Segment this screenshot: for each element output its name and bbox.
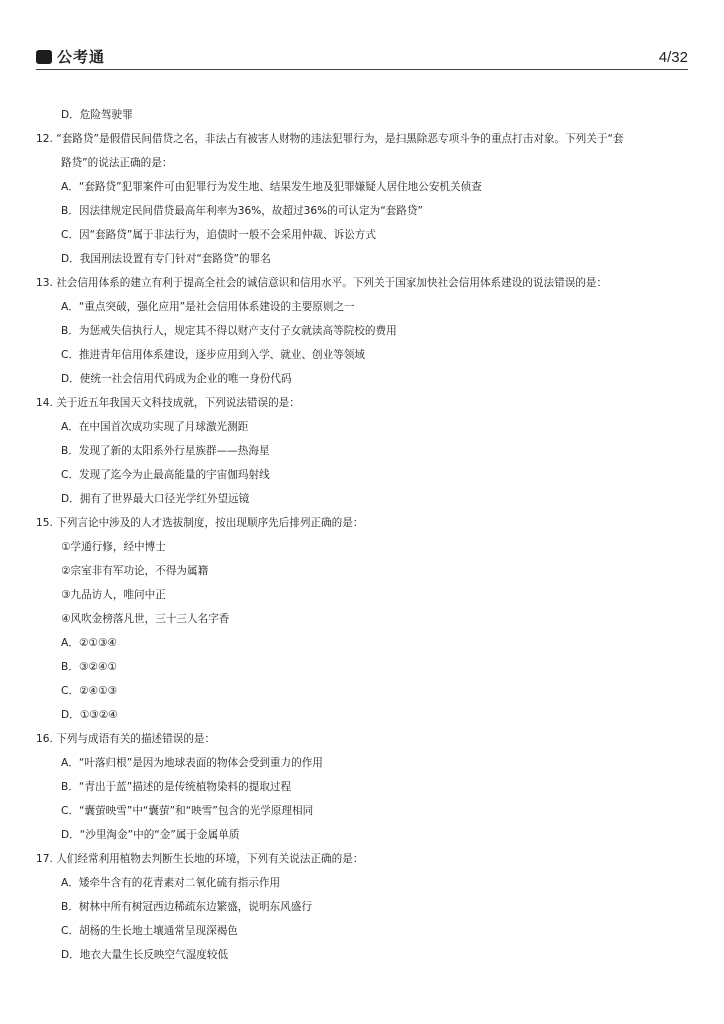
option-line: A．矮牵牛含有的花青素对二氧化硫有指示作用: [61, 877, 281, 889]
option-line: A．“套路贷”犯罪案件可由犯罪行为发生地、结果发生地及犯罪嫌疑人居住地公安机关侦查: [61, 181, 482, 193]
option-line: B．“青出于蓝”描述的是传统植物染料的提取过程: [61, 781, 292, 793]
option-line: B．发现了新的太阳系外行星族群——热海星: [61, 445, 270, 457]
option-line: D．使统一社会信用代码成为企业的唯一身份代码: [61, 373, 292, 385]
option-line: A．“重点突破，强化应用”是社会信用体系建设的主要原则之一: [61, 301, 355, 313]
option-line: D．“沙里淘金”中的“金”属于金属单质: [61, 829, 240, 841]
option-line: ②宗室非有军功论，不得为属籍: [61, 565, 209, 577]
option-line: C．胡杨的生长地土壤通常呈现深褐色: [61, 925, 238, 937]
option-line: D．危险驾驶罪: [61, 109, 133, 121]
header-divider: [36, 69, 688, 70]
question-stem-continuation: 路贷”的说法正确的是：: [61, 157, 173, 169]
logo-badge-icon: [36, 50, 52, 64]
option-line: D．拥有了世界最大口径光学红外望远镜: [61, 493, 250, 505]
question-stem: 15. 下列言论中涉及的人才选拔制度，按出现顺序先后排列正确的是：: [36, 517, 364, 529]
question-stem: 13. 社会信用体系的建立有利于提高全社会的诚信意识和信用水平。下列关于国家加快社会信用体系建设的说法错误的是：: [36, 277, 608, 289]
option-line: D．①③②④: [61, 709, 118, 721]
option-line: D．地衣大量生长反映空气湿度较低: [61, 949, 229, 961]
option-line: C．因“套路贷”属于非法行为，追债时一般不会采用仲裁、诉讼方式: [61, 229, 376, 241]
option-line: ③九品访人，唯问中正: [61, 589, 166, 601]
page-number: 4/32: [658, 49, 688, 66]
question-list: [36, 103, 688, 967]
option-line: C．“囊萤映雪”中“囊萤”和“映雪”包含的光学原理相同: [61, 805, 314, 817]
question-stem: 12. “套路贷”是假借民间借贷之名，非法占有被害人财物的违法犯罪行为，是扫黑除恶专项斗争的重点打击对象。下列关于“套: [36, 133, 624, 145]
logo-text: 公考通: [57, 48, 106, 66]
option-line: C．②④①③: [61, 685, 117, 697]
question-stem: 17. 人们经常利用植物去判断生长地的环境，下列有关说法正确的是：: [36, 853, 364, 865]
option-line: B．为惩戒失信执行人，规定其不得以财产支付子女就读高等院校的费用: [61, 325, 397, 337]
option-line: B．③②④①: [61, 661, 117, 673]
option-line: C．发现了迄今为止最高能量的宇宙伽玛射线: [61, 469, 270, 481]
page-header: [36, 40, 688, 70]
option-line: ④风吹金榜落凡世，三十三人名字香: [61, 613, 230, 625]
question-stem: 14. 关于近五年我国天文科技成就，下列说法错误的是：: [36, 397, 300, 409]
option-line: B．树林中所有树冠西边稀疏东边繁盛，说明东风盛行: [61, 901, 312, 913]
option-line: ①学通行修，经中博士: [61, 541, 166, 553]
option-line: A．在中国首次成功实现了月球激光测距: [61, 421, 249, 433]
option-line: A．“叶落归根”是因为地球表面的物体会受到重力的作用: [61, 757, 323, 769]
option-line: D．我国刑法设置有专门针对“套路贷”的罪名: [61, 253, 271, 265]
option-line: C．推进青年信用体系建设，逐步应用到入学、就业、创业等领域: [61, 349, 366, 361]
logo: [36, 46, 105, 67]
question-stem: 16. 下列与成语有关的描述错误的是：: [36, 733, 216, 745]
option-line: A．②①③④: [61, 637, 117, 649]
option-line: B．因法律规定民间借贷最高年利率为36%，故超过36%的可认定为“套路贷”: [61, 205, 423, 217]
